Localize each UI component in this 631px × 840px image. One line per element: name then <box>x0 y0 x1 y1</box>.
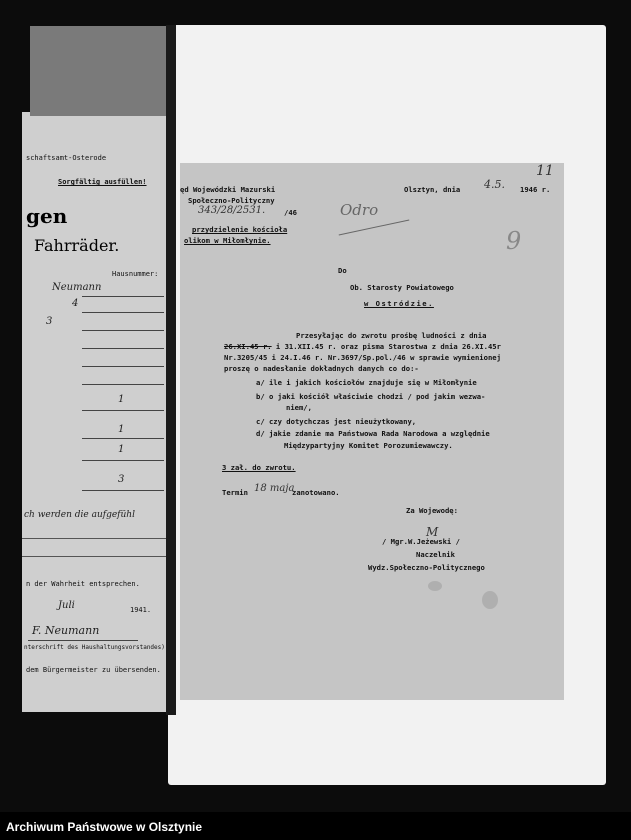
form-subtitle-fragment: Fahrräder. <box>34 236 120 255</box>
item-b-line-2: niem/, <box>286 403 312 412</box>
corner-number-handwritten: 11 <box>536 163 554 179</box>
form-remark-handwritten: ch werden die aufgefühl <box>24 510 135 520</box>
form-signature-caption: nterschrift des Haushaltungsvorstandes) <box>24 644 165 651</box>
date-handwritten: 4.5. <box>484 178 505 191</box>
body-line-3: Nr.3205/45 i 24.I.46 r. Nr.3697/Sp.pol./46 w sprawie wymienionej <box>224 353 501 362</box>
margin-mark-handwritten: 9 <box>506 227 522 255</box>
recipient-to-label: Do <box>338 266 347 275</box>
left-folded-flap <box>30 26 168 116</box>
page-spine <box>166 25 176 715</box>
signature-name: / Mgr.W.Jeżewski / <box>382 537 460 546</box>
margin-note-handwritten: Odro <box>340 201 379 219</box>
office-line-2: Społeczno-Polityczny <box>188 196 275 205</box>
form-count-4: 3 <box>118 474 125 485</box>
enclosure-note: 3 zał. do zwrotu. <box>222 463 296 472</box>
letter-year: 1946 r. <box>520 185 551 194</box>
form-count-2: 1 <box>118 424 125 435</box>
item-c: c/ czy dotychczas jest nieużytkowany, <box>256 417 417 426</box>
signature-scribble: M <box>426 525 439 539</box>
signature-title: Naczelnik <box>416 550 455 559</box>
form-footer-note: dem Bürgermeister zu übersenden. <box>26 666 161 674</box>
term-suffix: zanotowano. <box>292 488 340 497</box>
signature-department: Wydz.Społeczno-Politycznego <box>368 563 485 572</box>
item-d-line-2: Międzypartyjny Komitet Porozumiewawczy. <box>284 441 453 450</box>
item-d-line-1: d/ jakie zdanie ma Państwowa Rada Narodowa a względnie <box>256 429 490 438</box>
body-line-2: 26.XI.45 r. i 31.XII.45 r. oraz pisma Starostwa z dnia 26.XI.45r <box>224 342 501 351</box>
archive-name: Archiwum Państwowe w Olsztynie <box>6 820 203 834</box>
signature-for: Za Wojewodę: <box>406 506 458 515</box>
form-instruction: Sorgfältig ausfüllen! <box>58 178 147 186</box>
form-year: 1941. <box>130 606 152 614</box>
form-signature: F. Neumann <box>32 624 100 637</box>
form-row-value-2: 3 <box>46 316 53 327</box>
form-title-fragment: gen <box>26 204 68 228</box>
office-line-1: ęd Wojewódzki Mazurski <box>180 185 276 194</box>
recipient-line-2: w Ostródzie. <box>364 299 434 308</box>
recipient-line-1: Ob. Starosty Powiatowego <box>350 283 454 292</box>
subject-line-2: olikom w Miłomłynie. <box>184 236 271 245</box>
item-a: a/ ile i jakich kościołów znajduje się w Miłomłynie <box>256 378 477 387</box>
form-surname-handwritten: Neumann <box>52 282 102 293</box>
letter-document <box>180 163 564 700</box>
form-truth-note: n der Wahrheit entsprechen. <box>26 580 140 588</box>
subject-line-1: przydzielenie kościoła <box>192 225 288 234</box>
term-label: Termin <box>222 488 248 497</box>
place-date-label: Olsztyn, dnia <box>404 185 461 194</box>
reference-number-handwritten: 343/28/2531. <box>198 205 266 216</box>
form-row-value-1: 4 <box>72 298 79 309</box>
item-b-line-1: b/ o jaki kościół właściwie chodzi / pod jakim wezwa- <box>256 392 486 401</box>
left-form-page <box>22 112 180 712</box>
body-line-4: proszę o nadesłanie dokładnych danych co do:- <box>224 364 419 373</box>
form-count-1: 1 <box>118 394 125 405</box>
reference-suffix: /46 <box>284 208 297 217</box>
form-date-handwritten: Juli <box>58 600 75 611</box>
form-count-3: 1 <box>118 444 125 455</box>
form-office-fragment: schaftsamt-Osterode <box>26 154 107 162</box>
form-surname-label: Hausnummer: <box>112 270 159 278</box>
body-line-1: Przesyłając do zwrotu prośbę ludności z dnia <box>296 331 487 340</box>
archive-footer <box>0 812 631 840</box>
term-date-handwritten: 18 maja <box>254 483 295 494</box>
